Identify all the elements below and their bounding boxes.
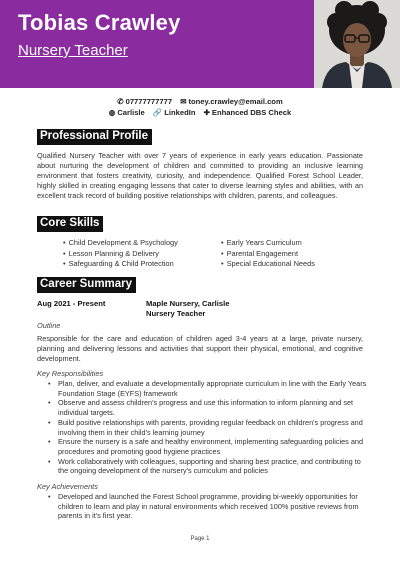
job-position: Nursery Teacher — [146, 309, 206, 318]
career-heading: Career Summary — [37, 277, 136, 293]
envelope-icon: ✉ — [180, 97, 187, 106]
profile-photo — [314, 0, 400, 88]
plus-icon: ✚ — [203, 108, 210, 117]
job-employer-block — [146, 299, 229, 319]
location-text: Carlisle — [117, 108, 145, 117]
skill-item: • Child Development & Psychology — [63, 238, 178, 247]
link-icon: 🔗 — [152, 108, 163, 117]
linkedin-text[interactable]: LinkedIn — [164, 108, 196, 117]
dbs-text: Enhanced DBS Check — [211, 108, 292, 117]
outline-label: Outline — [37, 321, 61, 330]
outline-text: Responsible for the care and education of children aged 3-4 years at a large, private nursery, planning and delivering lessons and activities that support their physical, emotional, and cognitive development. — [37, 334, 363, 364]
email-text[interactable]: toney.crawley@email.com — [188, 97, 283, 106]
achievement-item: • Developed and launched the Forest School programme, providing bi-weekly opportunities for children to learn and play in natural environments which received 100% positive reviews from parents in it's first year. — [48, 492, 359, 521]
skills-heading: Core Skills — [37, 216, 103, 232]
linkedin-item[interactable] — [153, 108, 196, 117]
candidate-name: Tobias Crawley — [18, 10, 181, 35]
job-date: Aug 2021 - Present — [37, 299, 106, 308]
responsibility-item: • Plan, deliver, and evaluate a developmentally appropriate curriculum in line with the Early Years Foundation Stage (EYFS) framework — [48, 379, 367, 398]
phone-icon: ✆ — [117, 97, 124, 106]
responsibility-item: • Observe and assess children's progress and use this information to inform planning and set individual targets. — [48, 398, 354, 418]
page-number: Page 1 — [190, 536, 210, 542]
profile-heading: Professional Profile — [37, 129, 152, 145]
job-employer: Maple Nursery, Carlisle — [146, 299, 230, 308]
profile-text: Qualified Nursery Teacher with over 7 years of experience in early years education. Passionate about nurturing the development of children and committed to providing an inclusive learning environment that fosters creativity, curiosity, and independence. Qualified Forest School Leader, highly skilled in creating engaging lessons that cater to diverse learning styles and abilities, with an excellent track record of building positive relationships with children, parents, and colleagues. — [37, 151, 363, 201]
achievements-label: Key Achievements — [37, 482, 98, 491]
candidate-role: Nursery Teacher — [18, 42, 128, 59]
skills-column-right — [221, 238, 315, 270]
email-item[interactable] — [180, 97, 283, 106]
skill-item: • Parental Engagement — [221, 248, 299, 258]
profile-photo-illustration — [314, 0, 400, 88]
dbs-item — [204, 108, 292, 117]
achievements-list — [48, 492, 368, 521]
skills-column-left — [63, 238, 178, 270]
skill-item: • Lesson Planning & Delivery — [63, 248, 159, 258]
responsibility-item: • Work collaboratively with colleagues, supporting and sharing best practice, and contributing to the ongoing development of the nursery's curriculum and policies — [48, 456, 361, 476]
skill-item: • Safeguarding & Child Protection — [63, 259, 174, 269]
skill-item: • Early Years Curriculum — [221, 238, 302, 247]
globe-icon: ◍ — [108, 108, 116, 117]
responsibility-item: • Ensure the nursery is a safe and healthy environment, implementing safeguarding policies and procedures and promoting good hygiene practices — [48, 437, 364, 456]
contact-row-2 — [0, 108, 400, 117]
skill-item: • Special Educational Needs — [221, 259, 315, 269]
contact-row-1 — [0, 97, 400, 106]
phone-text: 07777777777 — [125, 97, 173, 106]
header-band — [0, 0, 400, 88]
responsibilities-list — [48, 379, 368, 476]
location-item — [109, 108, 145, 117]
responsibility-item: • Build positive relationships with parents, providing regular feedback on children's progress and involving them in their child's learning journey — [48, 417, 363, 437]
responsibilities-label: Key Responsibilities — [37, 369, 104, 378]
phone-item — [117, 97, 172, 106]
